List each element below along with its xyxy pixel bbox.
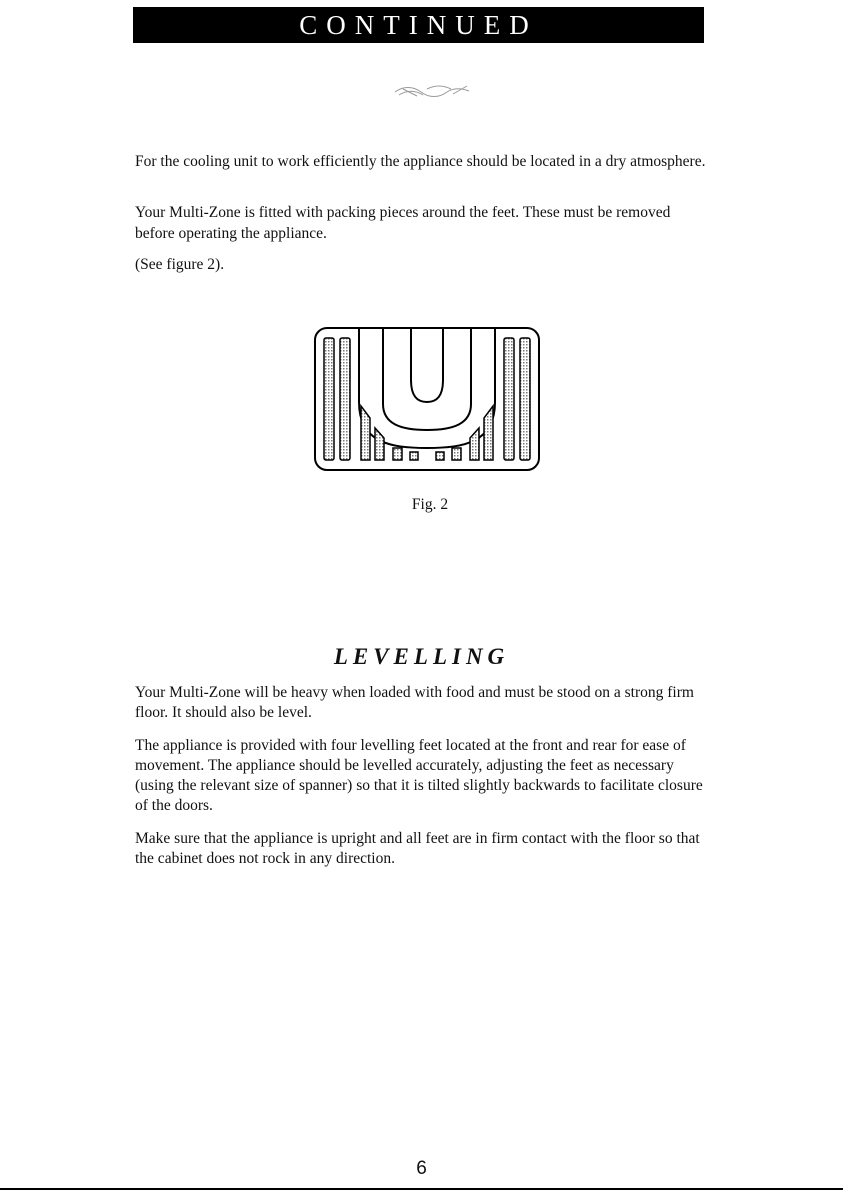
banner-text: CONTINUED: [299, 9, 538, 40]
continued-banner: [133, 7, 704, 43]
levelling-paragraph-1: Your Multi-Zone will be heavy when loaded with food and must be stood on a strong firm floor. It should also be level.: [135, 684, 694, 721]
levelling-heading: LEVELLING: [333, 644, 510, 669]
intro-paragraph-3: (See figure 2).: [135, 256, 225, 273]
levelling-paragraph-3: Make sure that the appliance is upright and all feet are in firm contact with the floor so that the cabinet does not rock in any direction.: [135, 830, 700, 867]
ornament-icon: [393, 80, 473, 104]
intro-paragraph-1: For the cooling unit to work efficiently the appliance should be located in a dry atmosphere.: [135, 153, 706, 170]
packing-pieces-figure: [313, 326, 541, 472]
bottom-rule: [0, 1188, 843, 1190]
intro-paragraph-2: Your Multi-Zone is fitted with packing pieces around the feet. These must be removed before operating the appliance.: [135, 204, 671, 242]
page-number: 6: [416, 1158, 427, 1179]
levelling-paragraph-2: The appliance is provided with four levelling feet located at the front and rear for ease of movement. The appliance should be levelled accurately, adjusting the feet as necessary (using the relevant size of spanner) so that it is tilted slightly backwards to facilitate closure of the doors.: [135, 737, 703, 814]
figure-caption: Fig. 2: [411, 496, 449, 513]
